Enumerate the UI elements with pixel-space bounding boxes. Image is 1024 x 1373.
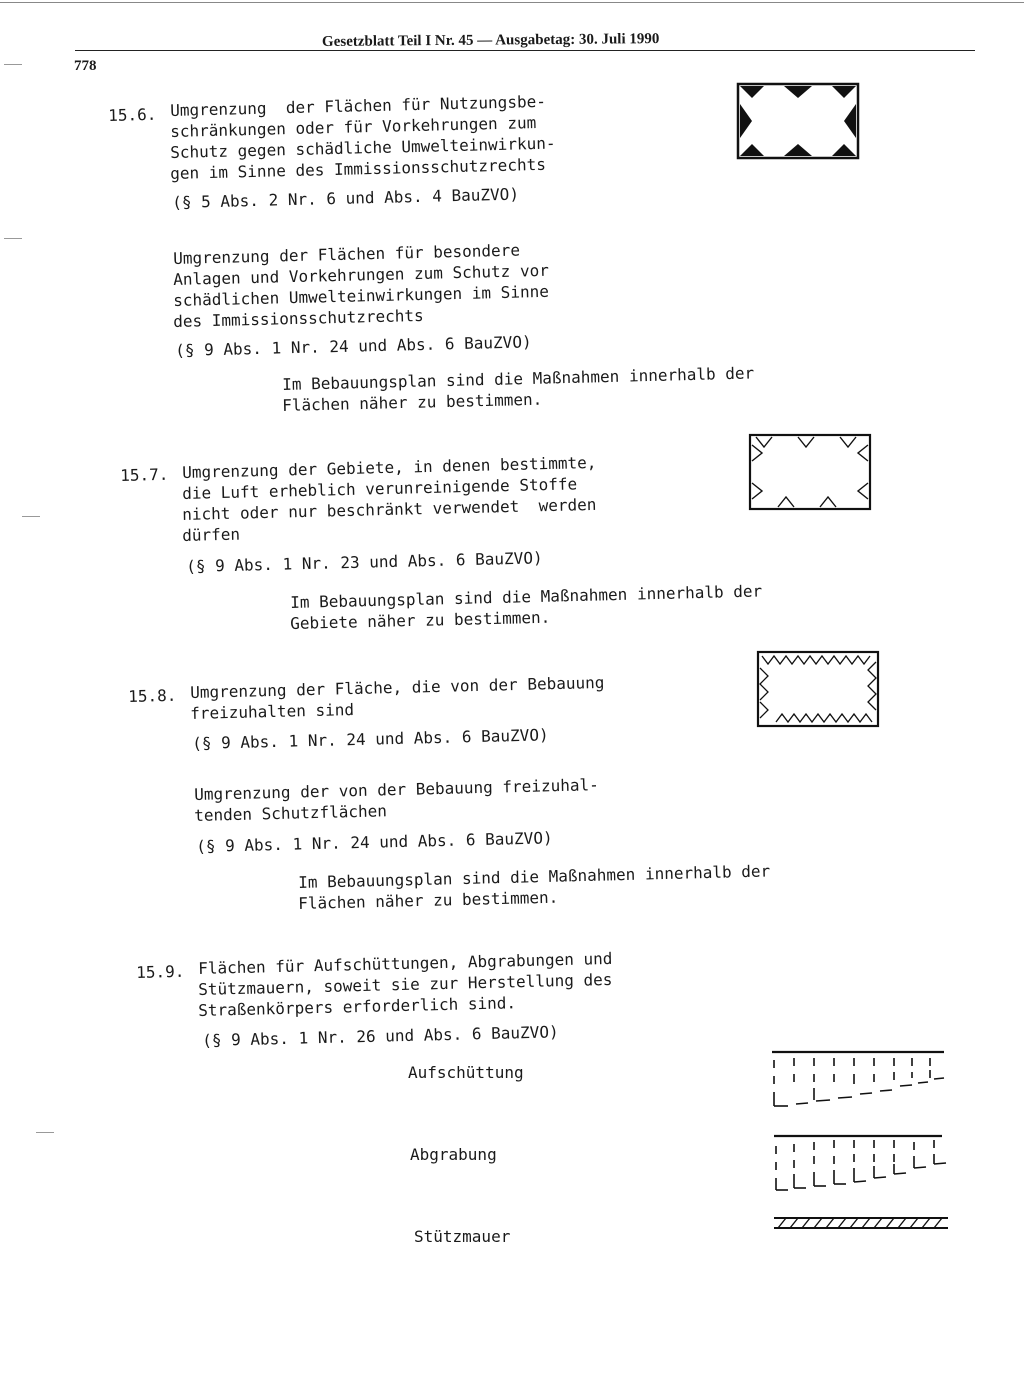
margin-mark: [4, 64, 22, 65]
section-15-6-note-line-1: Im Bebauungsplan sind die Maßnahmen innerhalb der: [282, 363, 755, 394]
section-15-8-para2-line-1: Umgrenzung der von der Bebauung freizuhal-: [194, 775, 599, 804]
section-15-9-line-3: Straßenkörpers erforderlich sind.: [198, 993, 517, 1020]
label-aufschuettung: Aufschüttung: [408, 1063, 524, 1082]
section-15-6-line-4: gen im Sinne des Immissionsschutzrechts: [170, 154, 547, 183]
label-stuetzmauer: Stützmauer: [414, 1227, 511, 1246]
label-abgrabung: Abgrabung: [410, 1145, 497, 1164]
section-15-7-note-line-1: Im Bebauungsplan sind die Maßnahmen innerhalb der: [290, 581, 763, 612]
symbol-abgrabung: [768, 1130, 948, 1196]
section-number-15-9: 15.9.: [136, 961, 185, 982]
symbol-air-pollution-area-boundary: [748, 433, 872, 511]
section-15-6-reference-1: (§ 5 Abs. 2 Nr. 6 und Abs. 4 BauZVO): [172, 184, 520, 212]
symbol-keep-free-area-boundary: [756, 650, 880, 728]
section-number-15-8: 15.8.: [128, 685, 177, 706]
section-15-7-line-4: dürfen: [182, 524, 241, 545]
section-15-8-para2-line-2: tenden Schutzflächen: [194, 801, 388, 825]
page-number: 778: [74, 58, 97, 74]
section-number-15-6: 15.6.: [108, 104, 157, 125]
section-15-6-reference-2: (§ 9 Abs. 1 Nr. 24 und Abs. 6 BauZVO): [175, 332, 532, 360]
section-15-8-reference-2: (§ 9 Abs. 1 Nr. 24 und Abs. 6 BauZVO): [196, 828, 553, 856]
section-15-6-para2-line-4: des Immissionsschutzrechts: [173, 305, 424, 331]
section-15-8-note-line-2: Flächen näher zu bestimmen.: [298, 887, 559, 913]
section-15-6-para2-line-2: Anlagen und Vorkehrungen zum Schutz vor: [173, 260, 550, 289]
margin-mark: [4, 238, 22, 239]
running-head: Gesetzblatt Teil I Nr. 45 — Ausgabetag: 30. Juli 1990: [321, 31, 660, 50]
section-15-8-line-1: Umgrenzung der Fläche, die von der Bebauung: [190, 672, 605, 702]
section-15-8-reference-1: (§ 9 Abs. 1 Nr. 24 und Abs. 6 BauZVO): [192, 725, 549, 753]
margin-mark: [36, 1132, 54, 1133]
section-15-6-note-line-2: Flächen näher zu bestimmen.: [282, 389, 543, 415]
section-15-7-line-2: die Luft erheblich verunreinigende Stoffe: [182, 474, 578, 503]
section-15-6-line-3: Schutz gegen schädliche Umwelteinwirkun-: [170, 133, 556, 162]
symbol-immission-protection-boundary: [736, 82, 860, 160]
section-15-9-line-1: Flächen für Aufschüttungen, Abgrabungen und: [198, 948, 613, 978]
section-15-6-para2-line-3: schädlichen Umwelteinwirkungen im Sinne: [173, 281, 550, 310]
section-15-7-line-3: nicht oder nur beschränkt verwendet werden: [182, 494, 597, 524]
section-15-8-note-line-1: Im Bebauungsplan sind die Maßnahmen innerhalb der: [298, 861, 771, 892]
symbol-stuetzmauer: [772, 1214, 952, 1234]
section-15-8-line-2: freizuhalten sind: [190, 699, 355, 723]
section-15-7-note-line-2: Gebiete näher zu bestimmen.: [290, 607, 551, 633]
section-15-6-line-2: schränkungen oder für Vorkehrungen zum: [170, 113, 537, 141]
section-15-6-line-1: Umgrenzung der Flächen für Nutzungsbe-: [170, 91, 547, 120]
section-15-9-reference: (§ 9 Abs. 1 Nr. 26 und Abs. 6 BauZVO): [202, 1022, 559, 1050]
section-15-7-reference: (§ 9 Abs. 1 Nr. 23 und Abs. 6 BauZVO): [186, 548, 543, 576]
section-number-15-7: 15.7.: [120, 464, 169, 485]
header-rule: [75, 50, 975, 51]
symbol-aufschuettung: [768, 1048, 948, 1112]
section-15-7-line-1: Umgrenzung der Gebiete, in denen bestimmte,: [182, 452, 597, 482]
top-scan-edge: [0, 2, 1024, 3]
margin-mark: [22, 516, 40, 517]
section-15-9-line-2: Stützmauern, soweit sie zur Herstellung des: [198, 969, 613, 999]
section-15-6-para2-line-1: Umgrenzung der Flächen für besondere: [173, 240, 521, 268]
